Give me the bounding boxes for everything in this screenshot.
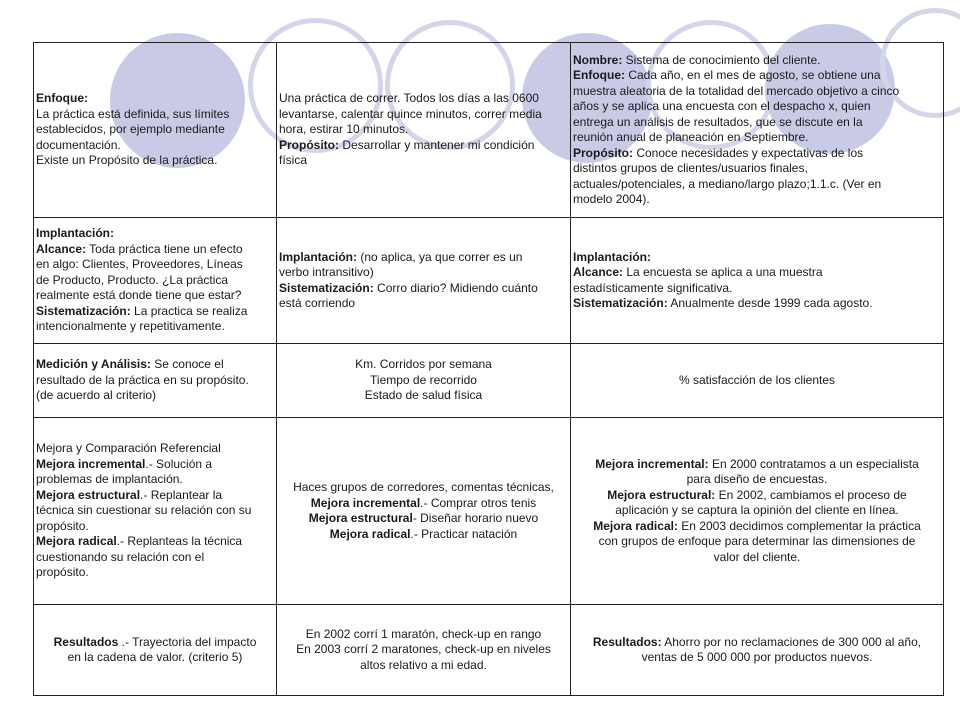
text-line: Sistematización: Corro diario? Midiendo cuánto <box>279 280 538 295</box>
text-line: levantarse, calentar quince minutos, correr media <box>279 106 542 121</box>
text-line: Sistematización: La practica se realiza <box>36 303 248 318</box>
text-line: Resultados: Ahorro por no reclamaciones de 300 000 al año, <box>592 634 922 649</box>
cell-mejora-company <box>571 418 944 605</box>
text-line: Nombre: Sistema de conocimiento del cliente. <box>573 52 821 67</box>
label-proposito: Propósito: <box>279 137 339 152</box>
text-line: intencionalmente y repetitivamente. <box>36 319 225 334</box>
table-row-enfoque <box>34 43 944 218</box>
text-line: resultado de la práctica en su propósito. <box>36 372 249 387</box>
cell-enfoque-company <box>571 43 944 218</box>
text-line: distintos grupos de clientes/usuarios finales, <box>573 161 808 175</box>
cell-mejora-criterion <box>34 418 277 605</box>
cell-implantacion-criterion <box>34 218 277 344</box>
text-line: Propósito: Conoce necesidades y expectativas de los <box>573 145 864 160</box>
cell-resultados-example <box>277 605 571 696</box>
label-mejora-estructural: Mejora estructural <box>308 511 413 525</box>
cell-mejora-example <box>277 418 571 605</box>
label-mejora-radical: Mejora radical <box>329 526 411 541</box>
label-implantacion: Implantación: <box>279 249 358 264</box>
text-line: Alcance: Toda práctica tiene un efecto <box>36 241 243 256</box>
text-line: valor del cliente. <box>713 549 801 564</box>
label-proposito: Propósito: <box>573 145 633 160</box>
text-line: modelo 2004). <box>573 192 650 206</box>
text-line: ventas de 5 000 000 por productos nuevos. <box>641 650 873 664</box>
cell-implantacion-example <box>277 218 571 344</box>
text-line: aplicación y se captura la opinión del cliente en línea. <box>615 503 899 518</box>
text-line: Km. Corridos por semana <box>355 357 492 372</box>
text-line: Mejora estructural- Diseñar horario nuevo <box>308 511 539 525</box>
text-line: Enfoque: Cada año, en el mes de agosto, se obtiene una <box>573 68 881 82</box>
label-mejora-radical: Mejora radical <box>36 534 117 549</box>
label-mejora-incremental: Mejora incremental: <box>595 456 709 471</box>
table-row-medicion <box>34 344 944 418</box>
cell-medicion-criterion <box>34 344 277 418</box>
label-mejora-estructural: Mejora estructural: <box>607 487 716 502</box>
practice-table <box>33 42 944 696</box>
text-line: Haces grupos de corredores, comentas técnicas, <box>293 480 554 494</box>
text-line: Sistematización: Anualmente desde 1999 cada agosto. <box>573 296 873 310</box>
text-line: establecidos, por ejemplo mediante <box>36 122 225 137</box>
table-row-mejora <box>34 418 944 605</box>
text-line: hora, estirar 10 minutos. <box>279 122 409 137</box>
label-alcance: Alcance: <box>36 241 87 256</box>
text-line: Mejora incremental: En 2000 contratamos a un especialista <box>595 456 919 471</box>
label-mejora-radical: Mejora radical: <box>593 518 678 533</box>
text-line: propósito. <box>36 565 89 580</box>
text-line: En 2003 corrí 2 maratones, check-up en niveles <box>296 642 551 657</box>
cell-resultados-company <box>571 605 944 696</box>
text-line: muestra aleatoria de la totalidad del mercado objetivo a cinco <box>573 83 900 98</box>
label-mejora-incremental: Mejora incremental <box>310 495 421 510</box>
label-medicion: Medición y Análisis: <box>36 357 151 372</box>
text-line: reunión anual de planeación en Septiembre. <box>573 130 809 144</box>
label-nombre: Nombre: <box>573 52 623 67</box>
text-line: en algo: Clientes, Proveedores, Líneas <box>36 257 243 272</box>
text-line: con grupos de enfoque para determinar las dimensiones de <box>598 534 916 549</box>
text-line: % satisfacción de los clientes <box>678 372 836 387</box>
label-sistematizacion: Sistematización: <box>36 303 131 318</box>
label-mejora-estructural: Mejora estructural <box>36 487 141 502</box>
cell-implantacion-company <box>571 218 944 344</box>
label-resultados: Resultados: <box>592 634 662 649</box>
text-line: Propósito: Desarrollar y mantener mi condición <box>279 137 535 152</box>
text-line: en la cadena de valor. (criterio 5) <box>67 650 243 664</box>
cell-enfoque-example <box>277 43 571 218</box>
text-line: Mejora estructural: En 2002, cambiamos el proceso de <box>607 487 907 502</box>
text-line: Mejora estructural.- Replantear la <box>36 487 223 502</box>
text-line: técnica sin cuestionar su relación con su <box>36 503 252 518</box>
text-line: Mejora radical.- Practicar natación <box>329 526 518 541</box>
text-line: estadísticamente significativa. <box>573 280 733 295</box>
label-implantacion: Implantación: <box>573 249 652 264</box>
text-line: propósito. <box>36 518 89 533</box>
text-line: Existe un Propósito de la práctica. <box>36 153 218 168</box>
text-line: Mejora y Comparación Referencial <box>36 441 221 456</box>
text-line: entrega un análisis de resultados, que se discute en la <box>573 114 863 129</box>
label-enfoque: Enfoque: <box>573 68 625 82</box>
text-line: Una práctica de correr. Todos los días a las 0600 <box>279 91 539 106</box>
text-line: Tiempo de recorrido <box>370 372 477 387</box>
text-line: años y se aplica una encuesta con el despacho x, quien <box>573 99 871 113</box>
text-line: Mejora incremental.- Comprar otros tenis <box>310 495 537 510</box>
table-row-resultados <box>34 605 944 696</box>
text-line: cuestionando su relación con el <box>36 549 205 564</box>
text-line: (de acuerdo al criterio) <box>36 388 157 403</box>
text-line: Implantación: (no aplica, ya que correr es un <box>279 249 523 264</box>
text-line: realmente está donde tiene que estar? <box>36 288 242 303</box>
text-line: física <box>279 153 308 168</box>
text-line: para diseño de encuestas. <box>686 472 828 487</box>
cell-enfoque-criterion <box>34 43 277 218</box>
label-mejora-incremental: Mejora incremental <box>36 456 146 471</box>
label-enfoque: Enfoque: <box>36 91 88 106</box>
cell-medicion-company <box>571 344 944 418</box>
text-line: Mejora incremental.- Solución a <box>36 456 213 471</box>
text-line: está corriendo <box>279 296 356 310</box>
text-line: altos relativo a mi edad. <box>360 657 487 672</box>
label-alcance: Alcance: <box>573 265 624 279</box>
label-implantacion: Implantación: <box>36 226 115 241</box>
table-row-implantacion <box>34 218 944 344</box>
text-line: Estado de salud física <box>364 388 483 403</box>
text-line: Alcance: La encuesta se aplica a una muestra <box>573 265 823 279</box>
text-line: Medición y Análisis: Se conoce el <box>36 357 224 372</box>
cell-resultados-criterion <box>34 605 277 696</box>
text-line: problemas de implantación. <box>36 472 183 487</box>
text-line: documentación. <box>36 137 121 152</box>
text-line: de Producto, Producto. ¿La práctica <box>36 272 229 287</box>
text-line: En 2002 corrí 1 maratón, check-up en rango <box>305 626 542 641</box>
label-sistematizacion: Sistematización: <box>279 280 374 295</box>
text-line: verbo intransitivo) <box>279 265 374 279</box>
cell-medicion-example <box>277 344 571 418</box>
text-line: Mejora radical.- Replanteas la técnica <box>36 534 243 549</box>
label-resultados: Resultados <box>53 634 119 649</box>
text-line: Resultados .- Trayectoria del impacto <box>53 634 257 649</box>
label-sistematizacion: Sistematización: <box>573 296 668 310</box>
text-line: actuales/potenciales, a mediano/largo plazo;1.1.c. (Ver en <box>573 176 882 191</box>
text-line: La práctica está definida, sus límites <box>36 106 230 121</box>
text-line: Mejora radical: En 2003 decidimos complementar la práctica <box>593 518 921 533</box>
